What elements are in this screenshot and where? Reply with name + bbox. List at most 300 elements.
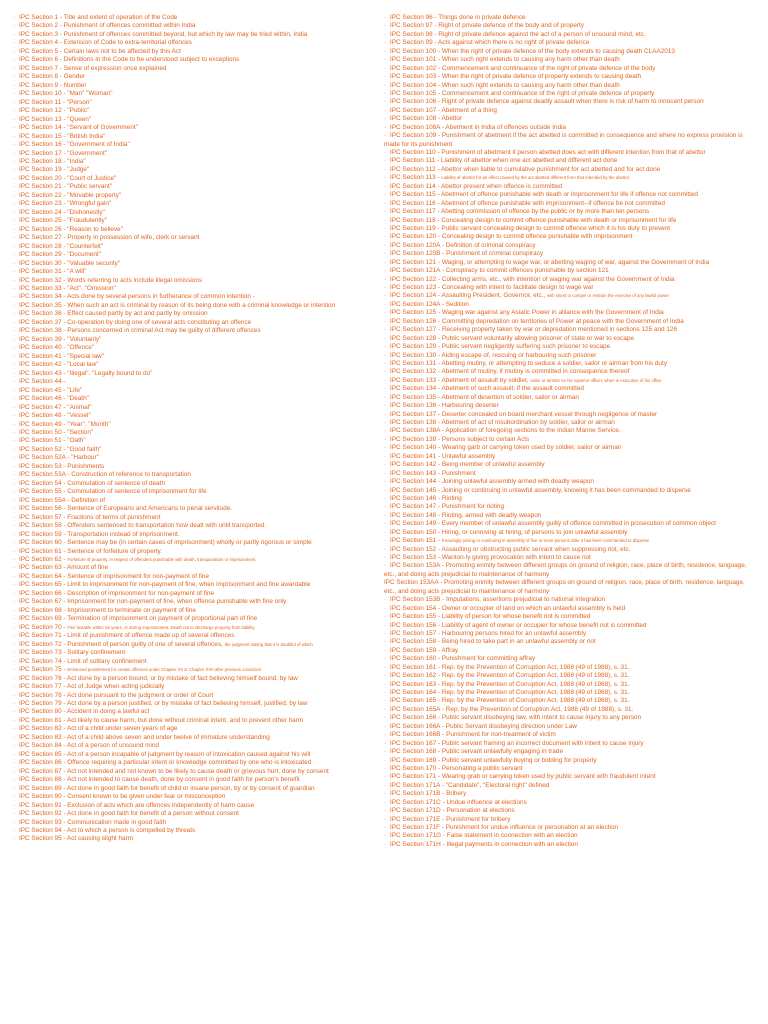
section-text: IPC Section 24 - "Dishonestly" <box>19 208 105 216</box>
bullet-icon: · <box>13 784 16 792</box>
bullet-icon: · <box>384 672 387 680</box>
section-text: IPC Section 102 - Commencement and continuance of the right of private defence of the body <box>390 64 656 72</box>
section-entry <box>13 531 375 539</box>
section-entry <box>13 251 375 259</box>
section-text: IPC Section 31 - "A will" <box>19 268 87 276</box>
bullet-icon: · <box>384 756 387 764</box>
section-entry <box>384 816 758 824</box>
bullet-icon: · <box>384 537 387 545</box>
bullet-icon: · <box>13 810 16 818</box>
section-text: IPC Section 122 - Collecting arms, etc., with intention of waging war against the Government of India <box>390 275 675 283</box>
section-text: IPC Section 59 - Transportation instead of imprisonment. <box>19 530 180 538</box>
bullet-icon: · <box>13 90 16 98</box>
bullet-icon: · <box>13 454 16 462</box>
section-entry <box>384 731 758 739</box>
bullet-icon: · <box>13 471 16 479</box>
section-entry <box>13 624 375 632</box>
bullet-icon: · <box>384 773 387 781</box>
section-entry <box>13 734 375 742</box>
section-entry <box>384 394 758 402</box>
section-entry <box>384 166 758 174</box>
section-entry <box>384 461 758 469</box>
section-text: IPC Section 37 - Co-operation by doing one of several acts constituting an offence <box>19 318 252 326</box>
bullet-icon: · <box>384 182 387 190</box>
bullet-icon: · <box>384 461 387 469</box>
section-entry <box>384 512 758 520</box>
bullet-icon: · <box>13 132 16 140</box>
section-entry <box>384 487 758 495</box>
section-text: IPC Section 160 - Punishment for committing affray <box>390 655 536 663</box>
bullet-icon: · <box>384 334 387 342</box>
bullet-icon: · <box>384 663 387 671</box>
section-text-small: Fine leviable within six years, or during imprisonment. Death not to discharge property from liability. <box>67 624 256 630</box>
section-text-small: Enhanced punishment for certain offences under Chapter XII or Chapter XVII after previous conviction <box>67 667 262 673</box>
section-entry <box>384 191 758 199</box>
bullet-icon: · <box>384 115 387 123</box>
section-entry <box>384 681 758 689</box>
section-entry <box>13 48 375 56</box>
section-entry <box>13 73 375 81</box>
section-entry <box>13 675 375 683</box>
bullet-icon: · <box>384 419 387 426</box>
bullet-icon: · <box>13 767 16 775</box>
bullet-icon: · <box>13 234 16 242</box>
section-text: IPC Section 136 - Harbouring deserter <box>390 402 499 410</box>
section-text: IPC Section 94 - Act to which a person is compelled by threats <box>19 827 196 834</box>
section-entry <box>13 649 375 657</box>
section-entry <box>384 343 758 351</box>
bullet-icon: · <box>13 581 16 589</box>
section-entry <box>13 700 375 708</box>
bullet-icon: · <box>384 14 387 21</box>
bullet-icon: · <box>384 284 387 291</box>
section-text: IPC Section 28 - "Counterfeit" <box>19 242 104 250</box>
bullet-icon: · <box>13 225 16 233</box>
section-text: IPC Section 157 - Harbouring persons hired for an unlawful assembly <box>390 629 587 637</box>
section-text: IPC Section 36 - Effect caused partly by act and partly by omission <box>19 310 208 318</box>
section-text: IPC Section 151 - <box>390 537 442 545</box>
bullet-icon: · <box>13 505 16 513</box>
bullet-icon: · <box>13 412 16 420</box>
section-text: IPC Section 148 - Rioting, armed with deadly weapon <box>390 511 542 519</box>
section-text: IPC Section 53 - Punishments <box>19 462 105 470</box>
bullet-icon: · <box>384 98 387 106</box>
section-text: IPC Section 61 - Sentence of forfeiture of property. <box>19 547 163 555</box>
section-text: IPC Section 137 - Deserter concealed on board merchant vessel through negligence of master <box>390 410 658 418</box>
section-entry <box>384 790 758 798</box>
section-entry <box>384 824 758 832</box>
section-entry <box>384 107 758 115</box>
section-text: IPC Section 147 - Punishment for rioting <box>390 503 505 511</box>
section-entry <box>384 233 758 241</box>
section-entry <box>13 116 375 124</box>
section-entry <box>384 782 758 790</box>
section-text: IPC Section 153A - Promoting enmity between different groups on ground of religion, race, place of birth, residence, language, etc., and doing acts prejudicial to maintenance of harmony <box>384 562 747 578</box>
section-text: IPC Section 153B - Imputations, assertions prejudicial to national integration <box>390 596 606 604</box>
section-entry <box>13 200 375 208</box>
section-entry <box>13 835 375 843</box>
section-entry <box>384 622 758 630</box>
section-text: IPC Section 99 - Acts against which there is no right of private defence <box>390 39 590 47</box>
section-text: IPC Section 145 - Joining or continuing in unlawful assembly, knowing it has been commanded to disperse <box>390 486 691 494</box>
bullet-icon: · <box>13 488 16 496</box>
section-entry <box>13 302 375 310</box>
bullet-icon: · <box>13 251 16 259</box>
bullet-icon: · <box>384 764 387 772</box>
bullet-icon: · <box>13 56 16 64</box>
bullet-icon: · <box>13 124 16 132</box>
section-text: IPC Section 43 - "Illegal". "Legally bound to do" <box>19 369 153 377</box>
section-entry <box>13 158 375 166</box>
section-text: IPC Section 74 - Limit of solitary confinement <box>19 657 147 665</box>
bullet-icon: · <box>13 242 16 250</box>
bullet-icon: · <box>13 81 16 89</box>
bullet-icon: · <box>13 22 16 30</box>
bullet-icon: · <box>384 655 387 663</box>
section-text: IPC Section 138 - Abetment of act of insubordination by soldier, sailor or airman <box>390 419 615 426</box>
section-text: IPC Section 115 - Abetment of offence punishable with death or imprisonment for life if offence not committed <box>390 191 698 199</box>
bullet-icon: · <box>13 793 16 801</box>
section-text: IPC Section 166B - Punishment for non-treatment of victim <box>390 731 556 739</box>
section-text: IPC Section 52A - "Harbour" <box>19 454 99 462</box>
section-text: IPC Section 112 - Abettor when liable to cumulative punishment for act abetted and for act done <box>390 165 661 173</box>
section-text: IPC Section 105 - Commencement and continuance of the right of private defence of property <box>390 89 655 97</box>
section-text: IPC Section 58 - Offenders sentenced to transportation how dealt with until transported. <box>19 522 267 530</box>
section-entry <box>13 454 375 462</box>
section-text: IPC Section 35 - When such an act is criminal by reason of its being done with a criminal knowledge or intention <box>19 301 336 309</box>
section-text: IPC Section 8 - Gender <box>19 73 86 81</box>
section-text: IPC Section 116 - Abetment of offence punishable with imprisonment--if offence be not committed <box>390 199 665 207</box>
bullet-icon: · <box>384 646 387 654</box>
section-text: IPC Section 96 - Things done in private defence <box>390 14 526 21</box>
section-text: IPC Section 125 - Waging war against any Asiatic Power in alliance with the Government of India <box>390 309 664 317</box>
bullet-icon: · <box>13 259 16 267</box>
section-text: IPC Section 103 - When the right of private defence of property extends to causing death <box>390 73 642 81</box>
bullet-icon: · <box>13 174 16 182</box>
bullet-icon: · <box>384 689 387 696</box>
section-text: IPC Section 156 - Liability of agent of owner or occupier for whose benefit riot is committed <box>390 621 647 629</box>
bullet-icon: · <box>384 359 387 367</box>
bullet-icon: · <box>384 840 387 848</box>
section-text: IPC Section 117 - Abetting commission of offence by the public or by more than ten persons <box>390 208 650 216</box>
section-text: IPC Section 140 - Wearing garb or carrying token used by soldier, sailor or airman <box>390 444 622 452</box>
bullet-icon: · <box>384 292 387 300</box>
bullet-icon: · <box>384 165 387 173</box>
bullet-icon: · <box>384 89 387 97</box>
bullet-icon: · <box>384 149 387 156</box>
section-entry <box>13 776 375 784</box>
section-entry <box>13 497 375 505</box>
bullet-icon: · <box>13 276 16 284</box>
section-entry <box>384 65 758 73</box>
section-text: IPC Section 81 - Act likely to cause harm, but done without criminal intent, and to prevent other harm <box>19 716 304 724</box>
section-entry <box>13 166 375 174</box>
bullet-icon: · <box>13 657 16 665</box>
section-entry <box>13 192 375 200</box>
section-entry <box>384 773 758 781</box>
bullet-icon: · <box>13 115 16 123</box>
bullet-icon: · <box>13 403 16 411</box>
section-text: IPC Section 44 - <box>19 378 66 386</box>
section-entry <box>13 404 375 412</box>
section-text: IPC Section 69 - Termination of imprisonment on payment of proportional part of fine <box>19 615 258 623</box>
section-text: IPC Section 67 - Imprisonment for non-payment of fine, when offence punishable with fine only <box>19 598 287 606</box>
bullet-icon: · <box>13 623 16 631</box>
section-text: IPC Section 77 - Act of Judge when acting judicially <box>19 683 165 691</box>
section-text: IPC Section 45 - "Life" <box>19 386 83 394</box>
section-text: IPC Section 78 - Act done pursuant to the judgment or order of Court <box>19 691 214 699</box>
section-entry <box>13 488 375 496</box>
section-text: IPC Section 88 - Act not intended to cause death, done by consent in good faith for person's benefit <box>19 776 300 784</box>
bullet-icon: · <box>13 640 16 648</box>
section-entry <box>384 56 758 64</box>
section-text: IPC Section 72 - Punishment of person guilty of one of several offences, <box>19 640 225 648</box>
section-text: IPC Section 129 - Public servant negligently suffering such prisoner to escape <box>390 343 611 351</box>
section-entry <box>384 554 758 562</box>
section-text: IPC Section 82 - Act of a child under seven years of age <box>19 725 178 733</box>
bullet-icon: · <box>384 47 387 55</box>
section-entry <box>13 183 375 191</box>
bullet-icon: · <box>384 638 387 646</box>
section-text: IPC Section 66 - Description of imprisonment for non-payment of fine <box>19 589 215 597</box>
section-text: IPC Section 83 - Act of a child above seven and under twelve of immature understanding <box>19 733 270 741</box>
section-entry <box>13 742 375 750</box>
bullet-icon: · <box>384 30 387 38</box>
bullet-icon: · <box>384 815 387 823</box>
bullet-icon: · <box>13 716 16 724</box>
section-text: IPC Section 79 - Act done by a person justified, or by mistake of fact believing himself, justified, by law <box>19 699 308 707</box>
section-text: IPC Section 138A - Application of foregoing sections to the Indian Marine Service. <box>390 427 621 435</box>
section-entry <box>13 217 375 225</box>
bullet-icon: · <box>13 742 16 750</box>
bullet-icon: · <box>384 402 387 410</box>
bullet-icon: · <box>384 807 387 815</box>
section-text: IPC Section 39 - "Voluntarily" <box>19 335 102 343</box>
bullet-icon: · <box>384 258 387 266</box>
section-text: IPC Section 170 - Personating a public servant <box>390 764 523 772</box>
section-entry <box>13 437 375 445</box>
section-text: IPC Section 100 - When the right of private defence of the body extends to causing death CLAA2013 <box>390 47 675 55</box>
section-entry <box>384 503 758 511</box>
bullet-icon: · <box>384 233 387 241</box>
bullet-icon: · <box>13 479 16 487</box>
section-text: IPC Section 167 - Public servant framing an incorrect document with intent to cause injury <box>390 739 644 747</box>
bullet-icon: · <box>13 285 16 292</box>
section-entry <box>13 505 375 513</box>
section-entry <box>13 243 375 251</box>
section-text: IPC Section 143 - Punishment <box>390 469 476 477</box>
section-text: IPC Section 15 - "British India" <box>19 132 106 140</box>
section-entry <box>13 463 375 471</box>
section-text: IPC Section 142 - Being member of unlawful assembly <box>390 461 545 469</box>
section-entry <box>384 132 758 149</box>
bullet-icon: · <box>13 827 16 834</box>
section-entry <box>13 827 375 835</box>
section-text: IPC Section 92 - Act done in good faith for benefit of a person without consent <box>19 810 239 818</box>
section-entry <box>384 765 758 773</box>
section-entry <box>13 336 375 344</box>
section-text: IPC Section 42 - "Local law" <box>19 361 99 369</box>
section-entry <box>13 556 375 564</box>
bullet-icon: · <box>384 393 387 401</box>
section-entry <box>13 22 375 30</box>
bullet-icon: · <box>384 267 387 275</box>
section-entry <box>13 150 375 158</box>
section-text: IPC Section 162 - Rep. by the Prevention of Corruption Act, 1988 (49 of 1988), s. 31. <box>390 672 630 680</box>
section-entry <box>384 276 758 284</box>
section-entry <box>384 672 758 680</box>
section-entry <box>13 785 375 793</box>
section-text: IPC Section 133 - Abetment of assault by soldier, <box>390 376 531 384</box>
section-text: IPC Section 3 - Punishment of offences committed beyond, but which by law may be tried within, India <box>19 30 308 38</box>
section-text: IPC Section 17 - "Government" <box>19 149 108 157</box>
section-entry <box>13 539 375 547</box>
bullet-icon: · <box>13 725 16 733</box>
bullet-icon: · <box>384 326 387 334</box>
section-entry <box>13 99 375 107</box>
section-entry <box>13 209 375 217</box>
section-text: IPC Section 120 - Concealing design to commit offence punishable with imprisonment <box>390 233 633 241</box>
section-text: IPC Section 10 - "Man" "Woman" <box>19 90 113 98</box>
bullet-icon: · <box>13 30 16 38</box>
section-text: IPC Section 76 - Act done by a person bound, or by mistake of fact believing himself bound, by law <box>19 674 298 682</box>
section-entry <box>384 309 758 317</box>
section-text: IPC Section 30 - "Valuable security" <box>19 259 121 267</box>
bullet-icon: · <box>384 478 387 486</box>
section-text: IPC Section 56 - Sentence of Europeans and Americans to penal servitude. <box>19 505 233 513</box>
section-text: IPC Section 84 - Act of a person of unsound mind <box>19 742 159 750</box>
section-text: IPC Section 4 - Extension of Code to extra-territorial offences <box>19 39 192 47</box>
section-text: IPC Section 87 - Act not intended and not known to be likely to cause death or grievous hurt, done by consent <box>19 767 329 775</box>
bullet-icon: · <box>13 674 16 682</box>
section-entry <box>384 149 758 157</box>
section-text: IPC Section 126 - Committing depredation on territories of Power at peace with the Government of India <box>390 317 684 325</box>
bullet-icon: · <box>384 604 387 612</box>
bullet-icon: · <box>384 385 387 393</box>
section-entry <box>384 723 758 731</box>
section-entry <box>13 319 375 327</box>
bullet-icon: · <box>384 790 387 798</box>
section-text: IPC Section 91 - Exclusion of acts which are offences independently of harm cause <box>19 801 255 809</box>
section-entry <box>384 832 758 840</box>
bullet-icon: · <box>384 199 387 207</box>
section-text: IPC Section 64 - Sentence of imprisonment for non-payment of fine <box>19 572 210 580</box>
section-entry <box>384 411 758 419</box>
bullet-icon: · <box>384 208 387 216</box>
bullet-icon: · <box>13 708 16 716</box>
section-text: IPC Section 114 - Abettor present when offence is committed <box>390 182 563 190</box>
left-column-section-list <box>13 14 375 844</box>
section-entry <box>13 683 375 691</box>
section-text: IPC Section 48 - "Vessel" <box>19 412 91 420</box>
section-text: IPC Section 29 - "Document" <box>19 251 101 259</box>
section-text: IPC Section 33 - "Act". "Omission" <box>19 285 116 292</box>
section-entry <box>384 200 758 208</box>
bullet-icon: · <box>384 596 387 604</box>
section-text: IPC Section 71 - Limit of punishment of offence made up of several offences <box>19 632 235 640</box>
section-entry <box>13 234 375 242</box>
bullet-icon: · <box>13 759 16 767</box>
section-entry <box>384 368 758 376</box>
section-text-small: sailor or airman on his superior officer, when in execution of his office <box>530 377 662 383</box>
section-entry <box>13 793 375 801</box>
section-text: IPC Section 6 - Definitions in the Code to be understood subject to exceptions <box>19 56 240 64</box>
bullet-icon: · <box>13 556 16 563</box>
bullet-icon: · <box>13 437 16 445</box>
section-text: IPC Section 171F - Punishment for undue influence or personation at an election <box>390 824 619 831</box>
section-entry <box>13 802 375 810</box>
section-text: IPC Section 153 - Wanton-ly giving provocation with intent to cause riot <box>390 554 591 561</box>
section-entry <box>13 471 375 479</box>
bullet-icon: · <box>13 818 16 826</box>
bullet-icon: · <box>384 503 387 511</box>
section-entry <box>13 370 375 378</box>
section-entry <box>384 478 758 486</box>
section-text-small: Liability of abettor for an effect caused by the act abetted different from that intended by the abettor <box>441 175 630 181</box>
section-entry <box>13 175 375 183</box>
bullet-icon: · <box>384 680 387 688</box>
section-entry <box>13 39 375 47</box>
section-entry <box>13 82 375 90</box>
bullet-icon: · <box>384 629 387 637</box>
bullet-icon: · <box>13 496 16 504</box>
section-entry <box>13 581 375 589</box>
section-text: IPC Section 171E - Punishment for bribery <box>390 815 511 823</box>
section-entry <box>13 522 375 530</box>
section-text: IPC Section 55A - Definition of <box>19 496 105 504</box>
section-entry <box>384 630 758 638</box>
bullet-icon: · <box>384 435 387 443</box>
section-entry <box>384 301 758 309</box>
bullet-icon: · <box>384 714 387 722</box>
bullet-icon: · <box>13 166 16 174</box>
section-text: IPC Section 25 - "Fraudulently" <box>19 217 108 225</box>
section-text: IPC Section 12 - "Public" <box>19 107 90 115</box>
section-text: IPC Section 93 - Communication made in good faith <box>19 818 167 826</box>
right-column-section-list <box>384 14 758 849</box>
section-entry <box>13 344 375 352</box>
section-text: IPC Section 75 - <box>19 666 68 674</box>
bullet-icon: · <box>13 183 16 191</box>
section-entry <box>384 259 758 267</box>
section-text: IPC Section 1 - Title and extent of operation of the Code <box>19 14 178 21</box>
section-text: IPC Section 150 - Hiring, or conniving at hiring, of persons to join unlawful assembly <box>390 528 628 536</box>
section-entry <box>384 242 758 250</box>
bullet-icon: · <box>13 632 16 640</box>
section-entry <box>384 22 758 30</box>
section-entry <box>384 377 758 385</box>
section-text: IPC Section 141 - Unlawful assembly <box>390 452 496 460</box>
bullet-icon: · <box>384 368 387 376</box>
section-text: IPC Section 55 - Commutation of sentence of imprisonment for life <box>19 488 207 496</box>
section-text-small: with intent to compel or restrain the exercise of any lawful power <box>547 293 670 299</box>
section-entry <box>384 562 758 579</box>
section-entry <box>13 666 375 674</box>
section-entry <box>384 444 758 452</box>
bullet-icon: · <box>13 157 16 165</box>
section-entry <box>13 810 375 818</box>
bullet-icon: · <box>384 731 387 739</box>
section-entry <box>13 90 375 98</box>
section-entry <box>384 31 758 39</box>
section-entry <box>384 748 758 756</box>
section-text: IPC Section 47 - "Animal" <box>19 403 92 411</box>
section-text: IPC Section 32 - Words referring to acts include illegal omissions <box>19 276 203 284</box>
section-entry <box>13 590 375 598</box>
section-text: IPC Section 73 - Solitary confinement <box>19 649 126 657</box>
section-text: IPC Section 135 - Abetment of desertion of soldier, sailor or airman <box>390 393 579 401</box>
bullet-icon: · <box>13 606 16 614</box>
